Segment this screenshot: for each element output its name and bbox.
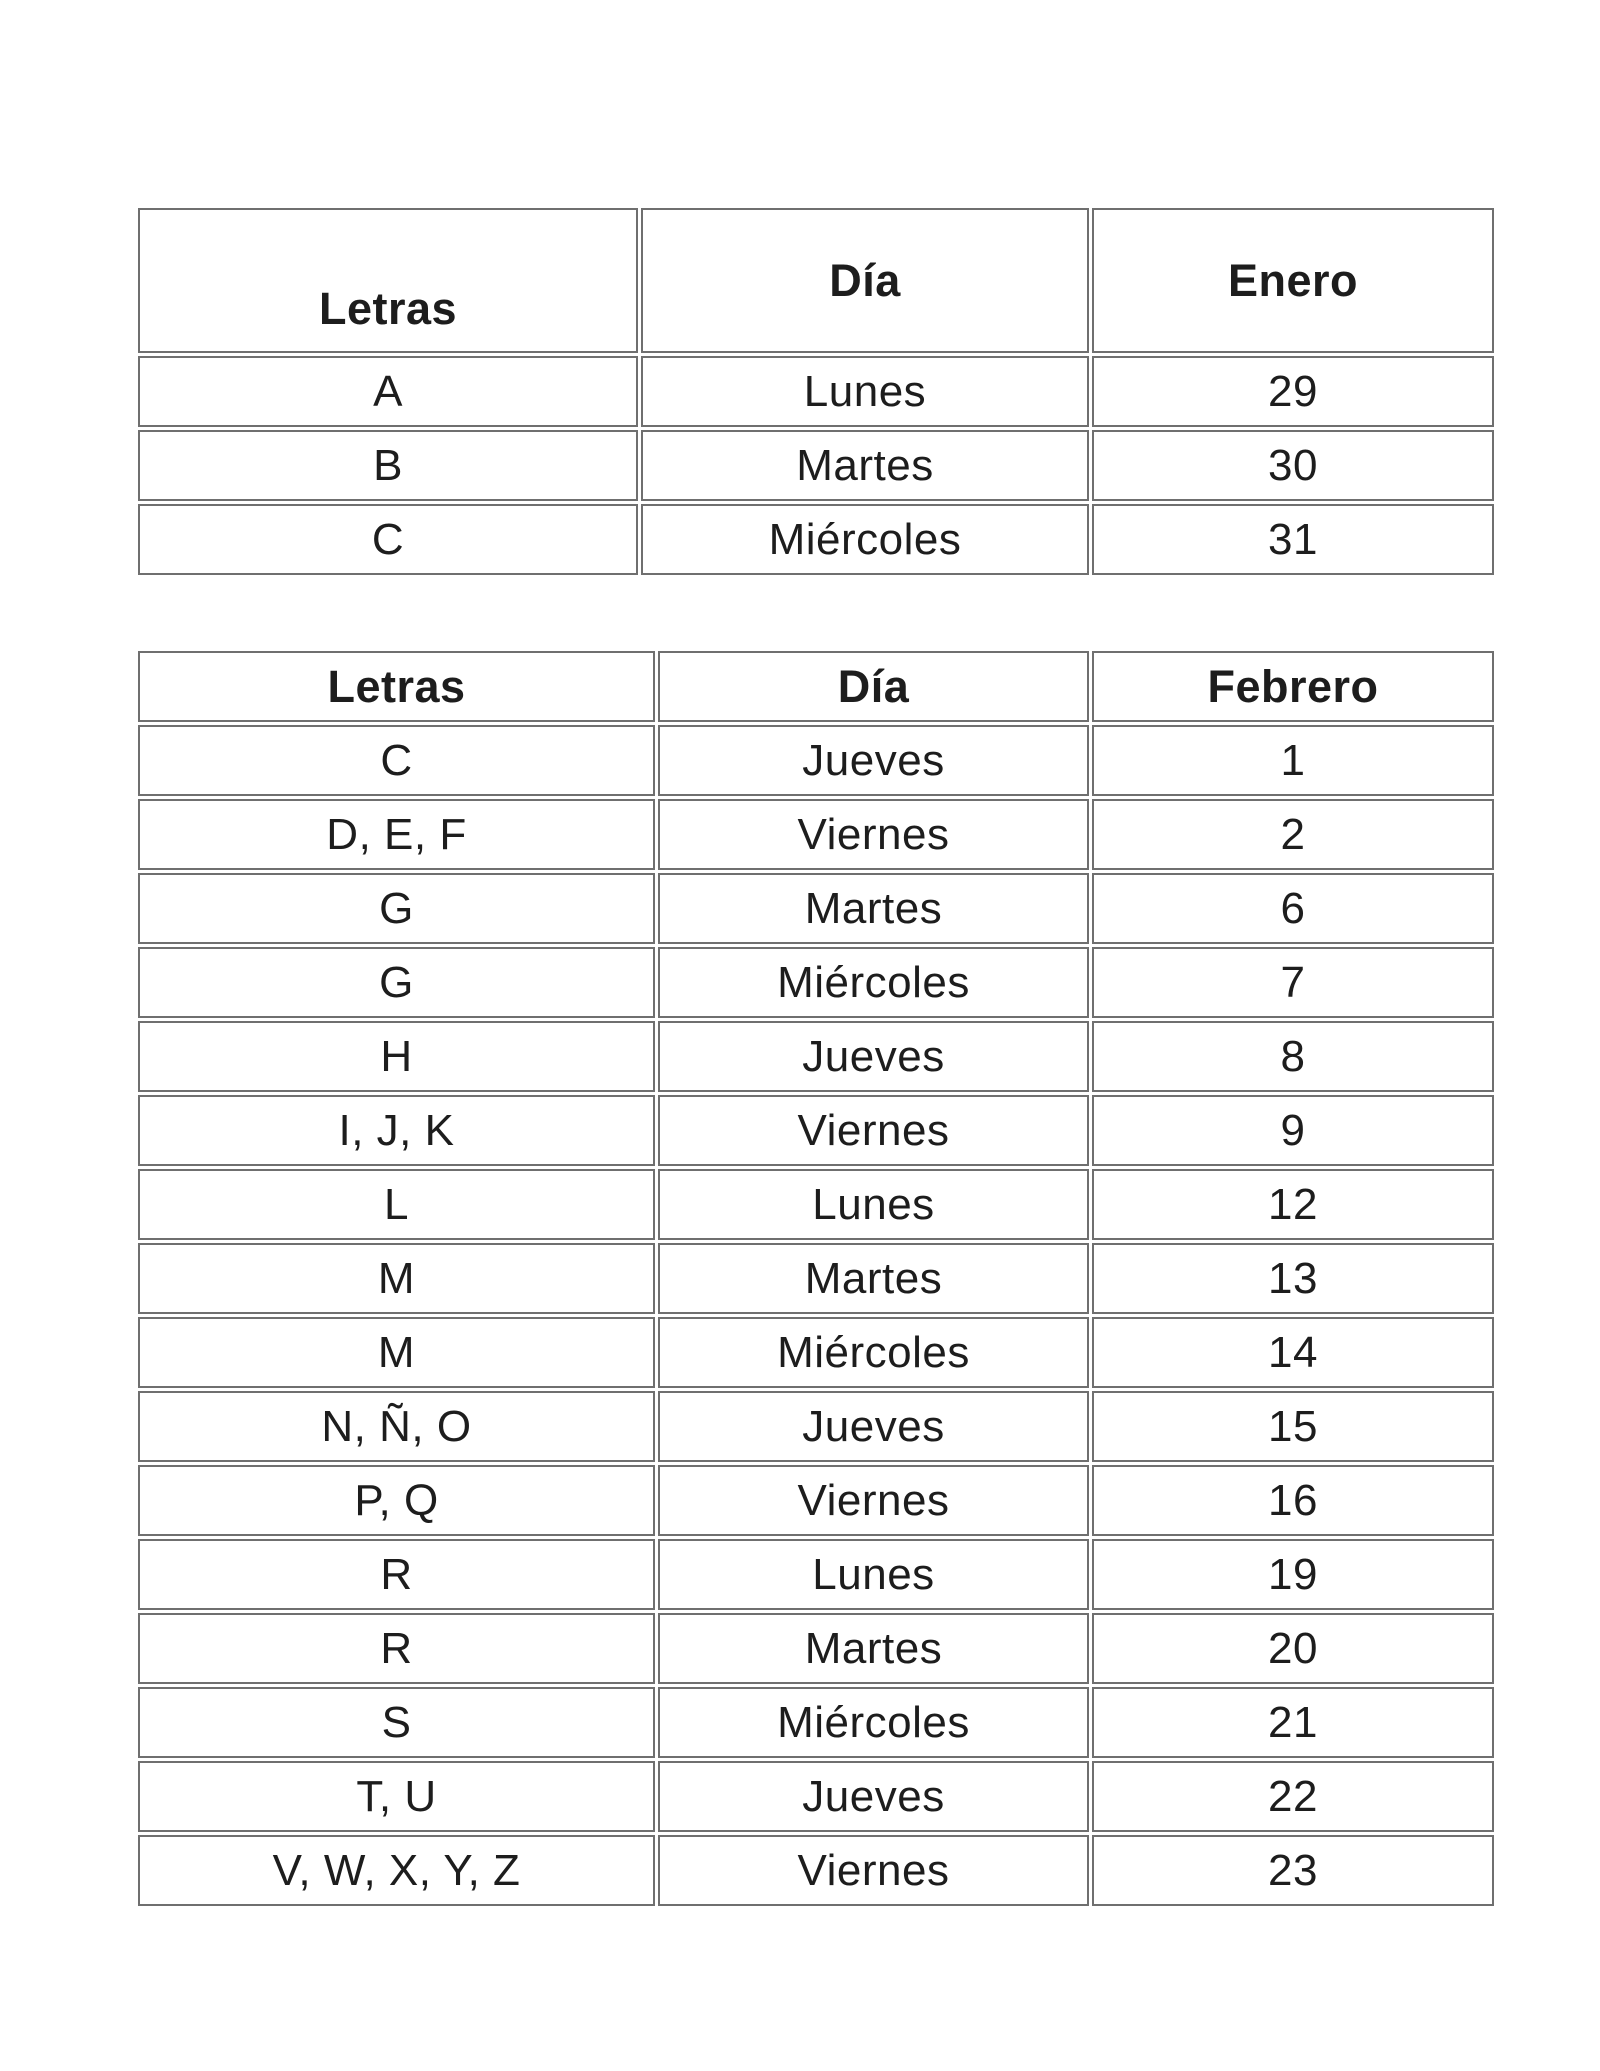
table-cell: 8 <box>1092 1021 1494 1092</box>
table-cell: Viernes <box>658 1835 1089 1906</box>
enero-schedule-table <box>135 205 1497 578</box>
table-cell: C <box>138 504 638 575</box>
column-header-febrero: Febrero <box>1092 651 1494 722</box>
table-cell: Miércoles <box>658 1317 1089 1388</box>
table-cell: H <box>138 1021 655 1092</box>
table-cell: 14 <box>1092 1317 1494 1388</box>
table-cell: V, W, X, Y, Z <box>138 1835 655 1906</box>
table-row <box>138 356 1494 427</box>
table-cell: S <box>138 1687 655 1758</box>
table-cell: 16 <box>1092 1465 1494 1536</box>
table-cell: Martes <box>658 873 1089 944</box>
table-row <box>138 1317 1494 1388</box>
table-cell: R <box>138 1539 655 1610</box>
column-header-letras: Letras <box>138 208 638 353</box>
table-row <box>138 1021 1494 1092</box>
table-cell: 2 <box>1092 799 1494 870</box>
table-row <box>138 1465 1494 1536</box>
enero-table-header <box>138 208 1494 353</box>
table-cell: Lunes <box>658 1169 1089 1240</box>
table-cell: Jueves <box>658 1021 1089 1092</box>
table-row <box>138 1095 1494 1166</box>
table-cell: Jueves <box>658 1761 1089 1832</box>
header-row <box>138 208 1494 353</box>
table-cell: 12 <box>1092 1169 1494 1240</box>
enero-table-body <box>138 356 1494 575</box>
table-cell: R <box>138 1613 655 1684</box>
table-cell: 13 <box>1092 1243 1494 1314</box>
table-cell: 30 <box>1092 430 1494 501</box>
table-row <box>138 1169 1494 1240</box>
table-cell: 31 <box>1092 504 1494 575</box>
column-header-dia: Día <box>641 208 1089 353</box>
table-cell: Viernes <box>658 1465 1089 1536</box>
table-cell: A <box>138 356 638 427</box>
table-cell: Lunes <box>658 1539 1089 1610</box>
column-header-dia: Día <box>658 651 1089 722</box>
table-cell: M <box>138 1243 655 1314</box>
table-row <box>138 1539 1494 1610</box>
table-row <box>138 1243 1494 1314</box>
table-row <box>138 1761 1494 1832</box>
table-cell: 20 <box>1092 1613 1494 1684</box>
table-cell: N, Ñ, O <box>138 1391 655 1462</box>
table-row <box>138 1835 1494 1906</box>
table-row <box>138 504 1494 575</box>
table-cell: G <box>138 873 655 944</box>
table-row <box>138 1391 1494 1462</box>
table-cell: Miércoles <box>658 947 1089 1018</box>
table-cell: I, J, K <box>138 1095 655 1166</box>
table-row <box>138 1687 1494 1758</box>
table-cell: Jueves <box>658 725 1089 796</box>
table-cell: G <box>138 947 655 1018</box>
table-cell: P, Q <box>138 1465 655 1536</box>
table-cell: C <box>138 725 655 796</box>
table-cell: Miércoles <box>641 504 1089 575</box>
table-cell: 15 <box>1092 1391 1494 1462</box>
table-cell: Lunes <box>641 356 1089 427</box>
table-cell: 23 <box>1092 1835 1494 1906</box>
table-cell: 6 <box>1092 873 1494 944</box>
table-row <box>138 799 1494 870</box>
table-cell: L <box>138 1169 655 1240</box>
table-cell: B <box>138 430 638 501</box>
table-row <box>138 1613 1494 1684</box>
column-header-enero: Enero <box>1092 208 1494 353</box>
table-cell: Viernes <box>658 799 1089 870</box>
table-cell: 9 <box>1092 1095 1494 1166</box>
febrero-table-body <box>138 725 1494 1906</box>
febrero-table-header <box>138 651 1494 722</box>
table-cell: 1 <box>1092 725 1494 796</box>
table-cell: Martes <box>641 430 1089 501</box>
table-cell: Viernes <box>658 1095 1089 1166</box>
table-cell: 22 <box>1092 1761 1494 1832</box>
table-cell: 7 <box>1092 947 1494 1018</box>
table-cell: 21 <box>1092 1687 1494 1758</box>
table-row <box>138 725 1494 796</box>
table-cell: Miércoles <box>658 1687 1089 1758</box>
table-row <box>138 430 1494 501</box>
table-cell: 29 <box>1092 356 1494 427</box>
table-row <box>138 873 1494 944</box>
table-cell: T, U <box>138 1761 655 1832</box>
table-cell: 19 <box>1092 1539 1494 1610</box>
table-cell: Martes <box>658 1243 1089 1314</box>
febrero-schedule-table <box>135 648 1497 1909</box>
table-cell: Martes <box>658 1613 1089 1684</box>
column-header-letras: Letras <box>138 651 655 722</box>
table-cell: Jueves <box>658 1391 1089 1462</box>
table-cell: M <box>138 1317 655 1388</box>
header-row <box>138 651 1494 722</box>
table-row <box>138 947 1494 1018</box>
table-cell: D, E, F <box>138 799 655 870</box>
